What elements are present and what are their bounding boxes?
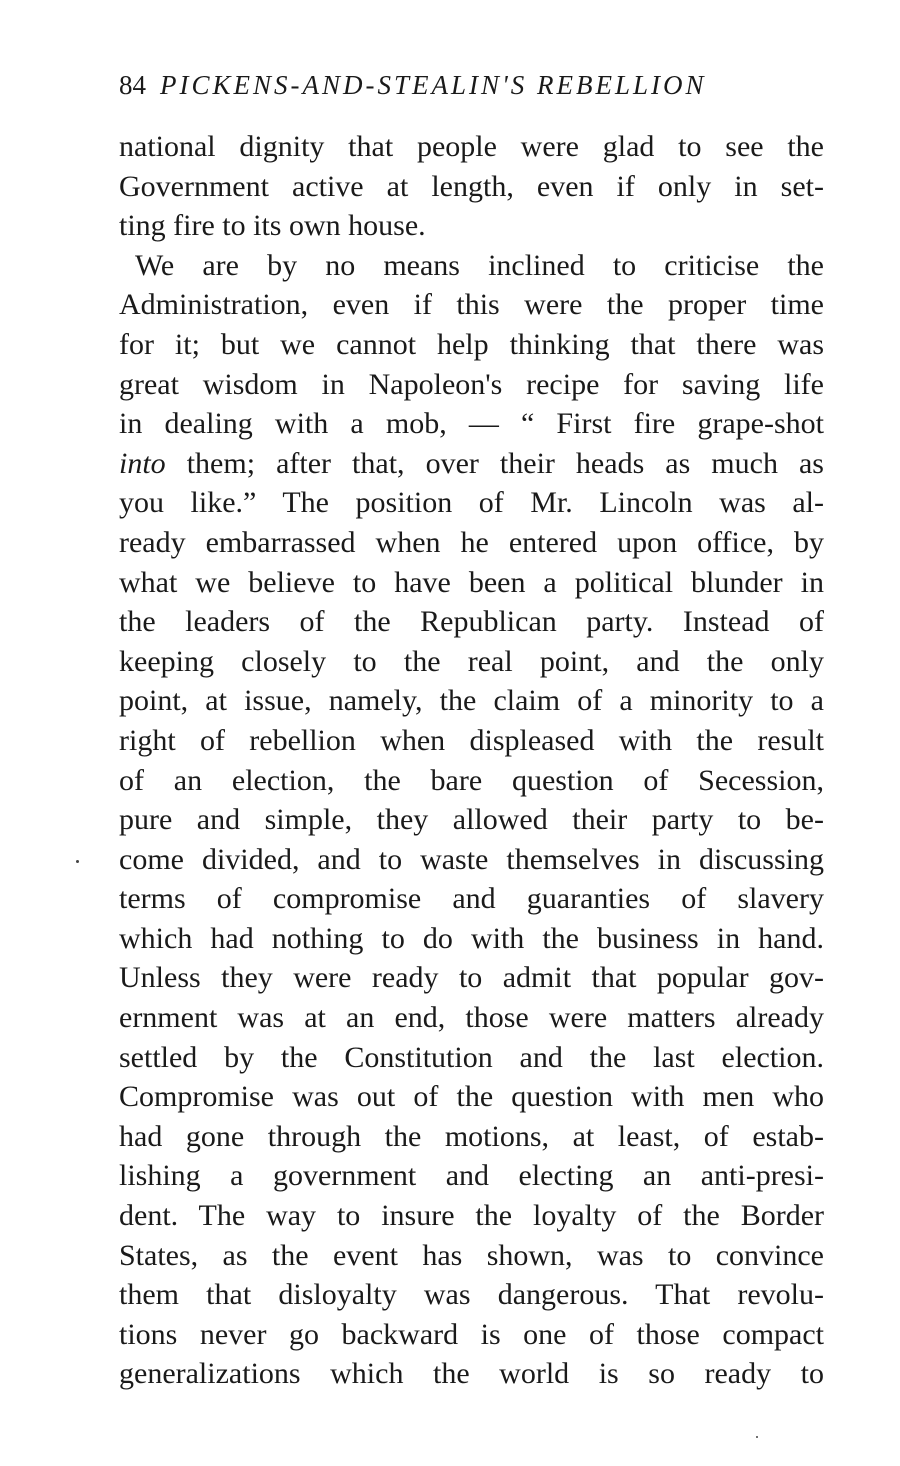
text-line: lishing a government and electing an anti-presi- (119, 1159, 824, 1193)
text-line: ting fire to its own house. (119, 209, 426, 243)
text-line: ready embarrassed when he entered upon office, by (119, 525, 824, 559)
text-line: for it; but we cannot help thinking that there was (119, 327, 824, 361)
text-line: Government active at length, even if only in set- (119, 169, 824, 203)
text-line: settled by the Constitution and the last election. (119, 1040, 824, 1074)
text-line: in dealing with a mob, — “ First fire grape-shot (119, 407, 824, 441)
text-line: them that disloyalty was dangerous. That revolu- (119, 1278, 824, 1312)
text-line: come divided, and to waste themselves in discussing (119, 842, 824, 876)
text-line: of an election, the bare question of Secession, (119, 763, 824, 797)
text-line: keeping closely to the real point, and the only (119, 644, 824, 678)
text-line: pure and simple, they allowed their party to be- (119, 803, 824, 837)
text-line: tions never go backward is one of those compact (119, 1317, 824, 1351)
running-head (119, 70, 829, 110)
scan-speck (756, 1436, 758, 1438)
text-line: which had nothing to do with the business in hand. (119, 921, 824, 955)
text-line: had gone through the motions, at least, of estab- (119, 1119, 824, 1153)
text-line: terms of compromise and guaranties of slavery (119, 882, 824, 916)
running-title: PICKENS-AND-STEALIN'S REBELLION (160, 70, 707, 100)
text-line: We are by no means inclined to criticise the (135, 248, 824, 282)
text-line: the leaders of the Republican party. Instead of (119, 605, 824, 639)
text-line: right of rebellion when displeased with the result (119, 723, 824, 757)
text-line: States, as the event has shown, was to convince (119, 1238, 824, 1272)
text-line (119, 444, 824, 484)
text-line: national dignity that people were glad to see the (119, 130, 824, 163)
text-line: generalizations which the world is so ready to (119, 1357, 824, 1391)
text-line: point, at issue, namely, the claim of a minority to a (119, 684, 824, 718)
text-line: Unless they were ready to admit that popular gov- (119, 961, 824, 995)
text-line: you like.” The position of Mr. Lincoln was al- (119, 486, 824, 520)
text-line: Administration, even if this were the proper time (119, 288, 824, 322)
text-line: dent. The way to insure the loyalty of the Border (119, 1199, 824, 1233)
text-line: what we believe to have been a political blunder in (119, 565, 824, 599)
scan-speck (76, 860, 79, 863)
page-number: 84 (119, 70, 146, 100)
text-line: Compromise was out of the question with men who (119, 1080, 824, 1114)
text-line: ernment was at an end, those were matters already (119, 1001, 824, 1035)
text-line-rest: them; after that, over their heads as much as (165, 446, 824, 480)
italic-word: into (119, 446, 166, 480)
body-text (119, 127, 824, 1394)
text-line: great wisdom in Napoleon's recipe for saving life (119, 367, 824, 401)
